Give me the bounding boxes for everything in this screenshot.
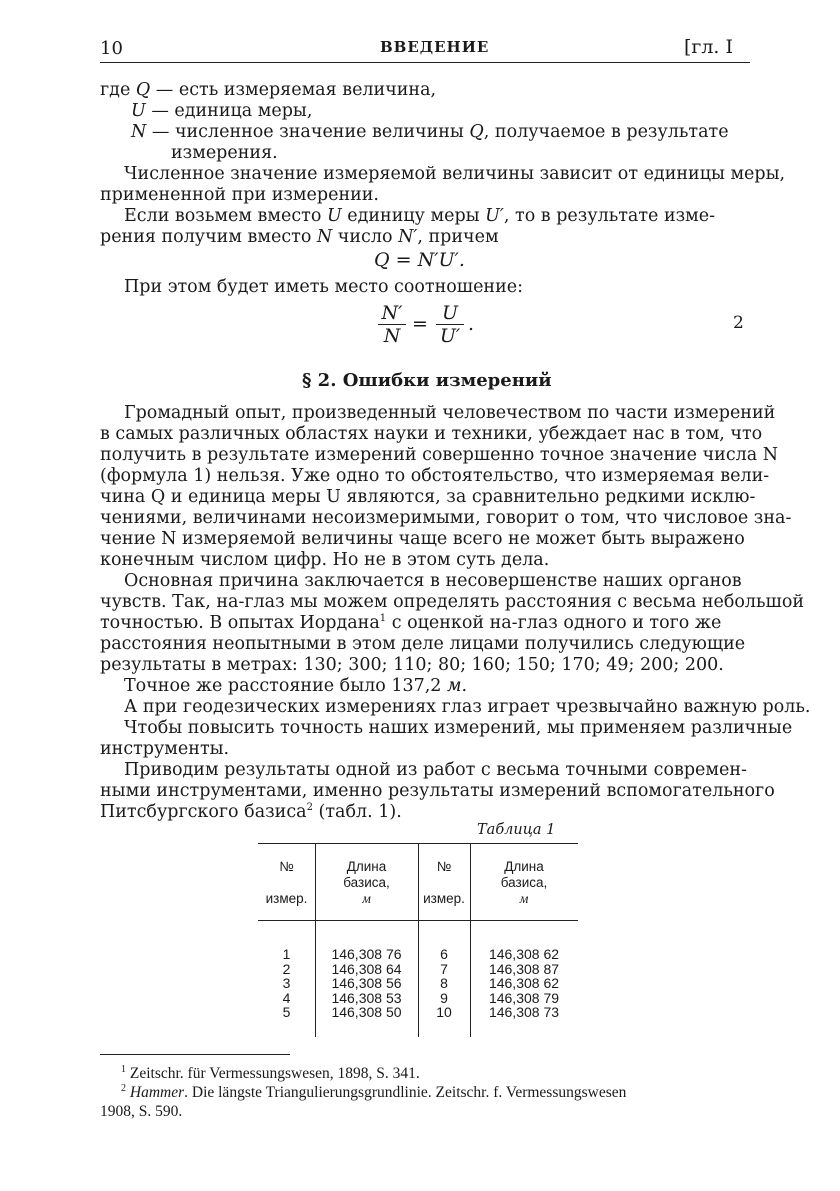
para4-line: в самых различных областях науки и техники, убеждает нас в том, что xyxy=(100,424,763,444)
def-line-n: N — численное значение величины Q, получаемое в результате xyxy=(131,122,729,142)
para4-line: Громадный опыт, произведенный человечеством по части измерений xyxy=(124,403,776,423)
table-cell: 2 xyxy=(282,960,291,977)
formula-2-end: . xyxy=(468,313,475,335)
header-no-symbol: № xyxy=(436,859,452,874)
table-col-len-left xyxy=(315,947,418,1020)
page-number: 10 xyxy=(100,38,123,59)
table-col-len-right xyxy=(470,947,578,1020)
def-line-u: U — единица меры, xyxy=(131,101,313,121)
measurement-table xyxy=(258,843,578,1037)
para9-line: Питсбургского базиса$^2$ (табл. 1). xyxy=(100,802,402,822)
footnote-1: $^1$ Zeitschr. für Vermessungswesen, 1898, S. 341. xyxy=(121,1063,420,1082)
para7: А при геодезических измерениях глаз играет чрезвычайно важную роль. xyxy=(124,697,811,717)
header-length-l2: базиса, xyxy=(500,875,548,890)
table-col-no-right xyxy=(418,947,470,1020)
para4-line: чение N измеряемой величины чаще всего не может быть выражено xyxy=(100,529,745,549)
footnote-rule xyxy=(100,1054,290,1055)
para4-line: чениями, величинами несоизмеримыми, говорит о том, что числовое зна- xyxy=(100,508,792,528)
header-length-l2: базиса, xyxy=(343,875,390,890)
table-cell: 10 xyxy=(436,1004,452,1020)
table-cell: 1 xyxy=(282,946,291,962)
footnote-2-cont: 1908, S. 590. xyxy=(100,1103,183,1120)
para4-line: получить в результате измерений совершенно точное значение числа N xyxy=(100,445,779,465)
para1-line1: Численное значение измеряемой величины зависит от единицы меры, xyxy=(124,164,786,184)
section-title: § 2. Ошибки измерений xyxy=(302,370,552,391)
table-cell: 146,308 53 xyxy=(331,989,402,1006)
formula-1: Q = N′U′. xyxy=(374,249,465,271)
header-length-l1: Длина xyxy=(346,859,387,874)
para8-line: инструменты. xyxy=(100,739,230,759)
footnote-ref-1: 1 xyxy=(379,613,387,625)
formula-2-rhs: $\frac{U}{U'}$ xyxy=(436,302,464,347)
table-cell: 146,308 56 xyxy=(331,975,402,991)
table-cell: 9 xyxy=(440,989,448,1006)
header-rule xyxy=(100,62,750,63)
header-no-label: измер. xyxy=(265,891,308,906)
para3: При этом будет иметь место соотношение: xyxy=(124,277,524,297)
para9-line: ными инструментами, именно результаты измерений вспомогательного xyxy=(100,781,775,801)
para4-line: чина Q и единица меры U являются, за сравнительно редкими исклю- xyxy=(100,487,756,507)
header-length-unit: м xyxy=(519,891,529,906)
para5-line: Основная причина заключается в несовершенстве наших органов xyxy=(124,571,742,591)
para8-line: Чтобы повысить точность наших измерений, мы применяем различные xyxy=(124,718,793,738)
table-cell: 146,308 87 xyxy=(488,960,560,977)
table-caption: Таблица 1 xyxy=(477,822,556,838)
running-title: ВВЕДЕНИЕ xyxy=(380,38,490,56)
header-no-label: измер. xyxy=(423,891,465,906)
para4-line: (формула 1) нельзя. Уже одно то обстоятельство, что измеряемая вели- xyxy=(100,466,770,486)
table-cell: 5 xyxy=(282,1004,291,1020)
para5-line: расстояния неопытными в этом деле лицами получились следующие xyxy=(100,634,746,654)
table-cell: 8 xyxy=(440,975,448,991)
def-line-q: где Q — есть измеряемая величина, xyxy=(100,80,437,100)
formula-2-lhs: $\frac{N'}{N}$ xyxy=(378,302,406,347)
def-line-cont: измерения. xyxy=(171,143,278,163)
para5-line: результаты в метрах: 130; 300; 110; 80; 160; 150; 170; 49; 200; 200. xyxy=(100,655,724,675)
para4-line: конечным числом цифр. Но не в этом суть дела. xyxy=(100,550,550,570)
header-length-l1: Длина xyxy=(504,859,544,874)
footnote-ref-2: 2 xyxy=(306,802,313,814)
formula-2-eq: = xyxy=(412,313,428,335)
table-cell: 4 xyxy=(282,989,291,1006)
table-cell: 7 xyxy=(440,960,448,977)
table-cell: 146,308 76 xyxy=(331,946,402,962)
header-length-unit: м xyxy=(362,891,371,906)
header-no-symbol: № xyxy=(279,859,294,874)
para6: Точное же расстояние было 137,2 м. xyxy=(124,676,468,696)
para1-line2: примененной при измерении. xyxy=(100,185,379,205)
table-cell: 146,308 62 xyxy=(488,946,560,962)
table-cell: 3 xyxy=(282,975,291,991)
table-col-no-left xyxy=(258,947,315,1020)
para9-line: Приводим результаты одной из работ с весьма точными современ- xyxy=(124,760,747,780)
footnote-2: $^2$ Hammer. Die längste Triangulierungsgrundlinie. Zeitschr. f. Vermessungswesen xyxy=(121,1082,627,1101)
formula-2-number: 2 xyxy=(733,313,744,333)
para2-line2: рения получим вместо N число N′, причем xyxy=(100,227,499,247)
table-cell: 146,308 64 xyxy=(331,960,402,977)
para5-line: чувств. Так, на-глаз мы можем определять расстояния с весьма небольшой xyxy=(100,592,805,612)
table-cell: 146,308 79 xyxy=(488,989,560,1006)
table-cell: 146,308 73 xyxy=(488,1004,560,1020)
table-cell: 6 xyxy=(440,946,448,962)
table-cell: 146,308 62 xyxy=(488,975,560,991)
para2-line1: Если возьмем вместо U единицу меры U′, то в результате изме- xyxy=(124,206,716,226)
table-cell: 146,308 50 xyxy=(331,1004,402,1020)
para5-line: точностью. В опытах Иордана$^1$ с оценкой на-глаз одного и того же xyxy=(100,613,722,633)
chapter-label: [гл. I xyxy=(684,36,734,58)
